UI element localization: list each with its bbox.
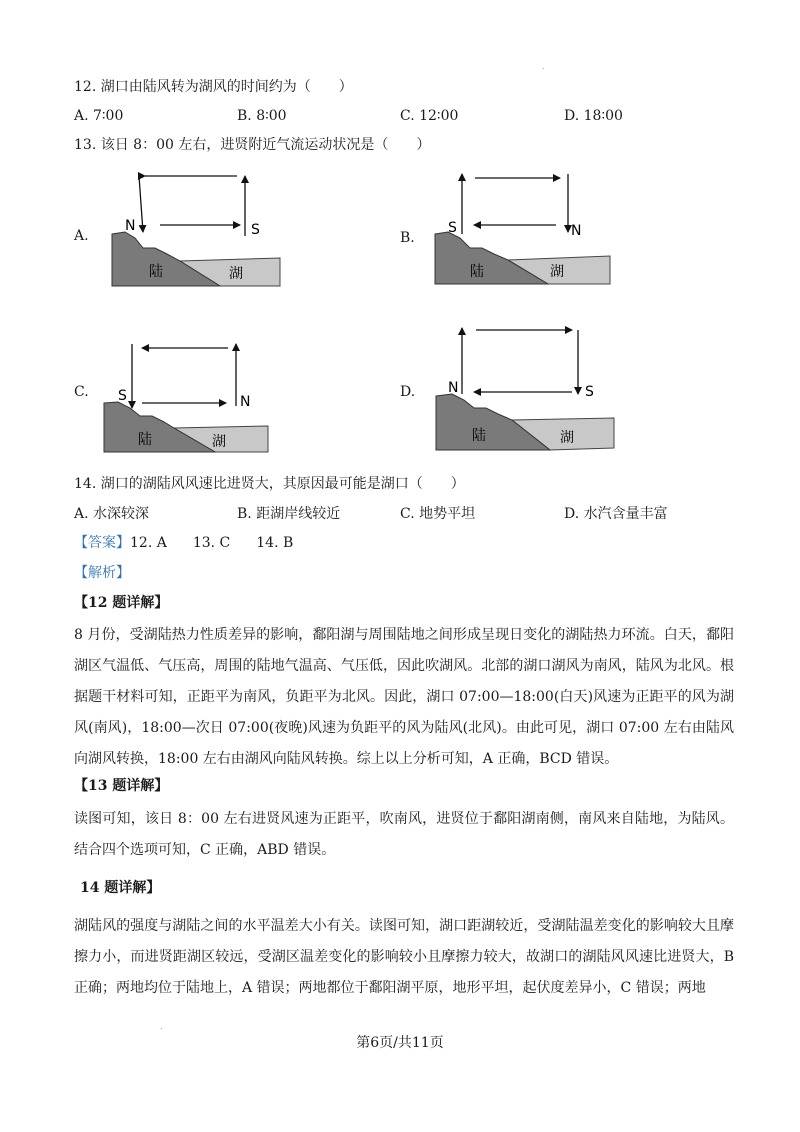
svg-text:湖: 湖 [212, 434, 226, 450]
svg-text:N: N [240, 394, 251, 410]
svg-text:N: N [571, 223, 582, 239]
detail13-text: 读图可知，该日 8：00 左右进贤风速为正距平，吹南风，进贤位于鄱阳湖南侧，南风来自陆地，为陆风。结合四个选项可知，C 正确，ABD 错误。 [74, 811, 734, 858]
q13-stem: 13. 该日 8：00 左右，进贤附近气流运动状况是（ ） [74, 137, 431, 153]
lake-label: 湖 [229, 266, 243, 282]
analysis-label: 【解析】 [74, 565, 130, 581]
diagram-b-letter: B. [400, 230, 415, 246]
q12-option-c: C. 12∶00 [400, 108, 459, 124]
direction-right: S [251, 222, 260, 238]
detail12-text: 8 月份，受湖陆热力性质差异的影响，鄱阳湖与周围陆地之间形成呈现日变化的湖陆热力环流。白天，鄱阳湖区气温低、气压高，周围的陆地气温高、气压低，因此吹湖风。北部的湖口湖风为南风，陆风为北风。根据题干材料可知，正距平为南风，负距平为北风。因此，湖口 07:00—18:00(白天)风速为正距平的风为湖风(南风)，18:00—次日 07:00(夜晚)风速为负距平的风为陆风(北风)。由此可见，湖口 07:00 左右由陆风向湖风转换，18:00 左右由湖风向陆风转换。综上以上分析可知，A 正确，BCD 错误。 [74, 627, 734, 767]
answer-line [74, 533, 293, 553]
q14-stem: 14. 湖口的湖陆风风速比进贤大，其原因最可能是湖口（ ） [74, 476, 465, 492]
detail13-heading: 【13 题详解】 [74, 778, 169, 794]
q14-option-b: B. 距湖岸线较近 [237, 506, 341, 522]
q12-option-a: A. 7∶00 [74, 108, 124, 124]
q12-option-b: B. 8∶00 [237, 108, 287, 124]
q12-stem: 12. 湖口由陆风转为湖风的时间约为（ ） [74, 79, 353, 95]
detail12-heading: 【12 题详解】 [74, 595, 169, 611]
scan-dot: . [542, 62, 545, 71]
answer-13: 13. C [192, 535, 231, 551]
answer-label: 【答案】 [74, 535, 130, 551]
svg-text:陆: 陆 [138, 432, 152, 448]
diagram-a-letter: A. [74, 228, 89, 244]
diagram-b [430, 168, 615, 290]
svg-text:S: S [448, 220, 457, 236]
diagram-a [105, 168, 285, 290]
svg-text:S: S [118, 388, 127, 404]
q14-option-c: C. 地势平坦 [400, 506, 476, 522]
scan-dot: . [160, 1022, 163, 1031]
land-label: 陆 [149, 264, 163, 280]
diagram-c-letter: C. [74, 384, 89, 400]
direction-left: N [125, 218, 136, 234]
diagram-d-letter: D. [400, 384, 416, 400]
answer-12: 12. A [130, 535, 167, 551]
page-footer: 第6页/共11页 [356, 1035, 444, 1051]
detail14-text: 湖陆风的强度与湖陆之间的水平温差大小有关。读图可知，湖口距湖较近，受湖陆温差变化的影响较大且摩擦力小，而进贤距湖区较远，受湖区温差变化的影响较小且摩擦力较大，故湖口的湖陆风风速比进贤大，B 正确；两地均位于陆地上，A 错误；两地都位于鄱阳湖平原，地形平坦，起伏度差异小，C 错误；两地 [74, 918, 734, 996]
q12-option-d: D. 18∶00 [564, 108, 623, 124]
q14-option-d: D. 水汽含量丰富 [564, 506, 668, 522]
svg-text:湖: 湖 [550, 264, 564, 280]
svg-text:湖: 湖 [560, 430, 574, 446]
diagram-c [100, 336, 275, 458]
diagram-d [432, 322, 617, 454]
answer-14: 14. B [256, 535, 294, 551]
svg-text:N: N [448, 380, 459, 396]
q14-option-a: A. 水深较深 [74, 506, 150, 522]
svg-text:S: S [585, 384, 594, 400]
svg-text:陆: 陆 [472, 428, 486, 444]
land-area [112, 232, 220, 286]
detail14-heading: 14 题详解】 [80, 880, 161, 896]
svg-text:陆: 陆 [470, 264, 484, 280]
